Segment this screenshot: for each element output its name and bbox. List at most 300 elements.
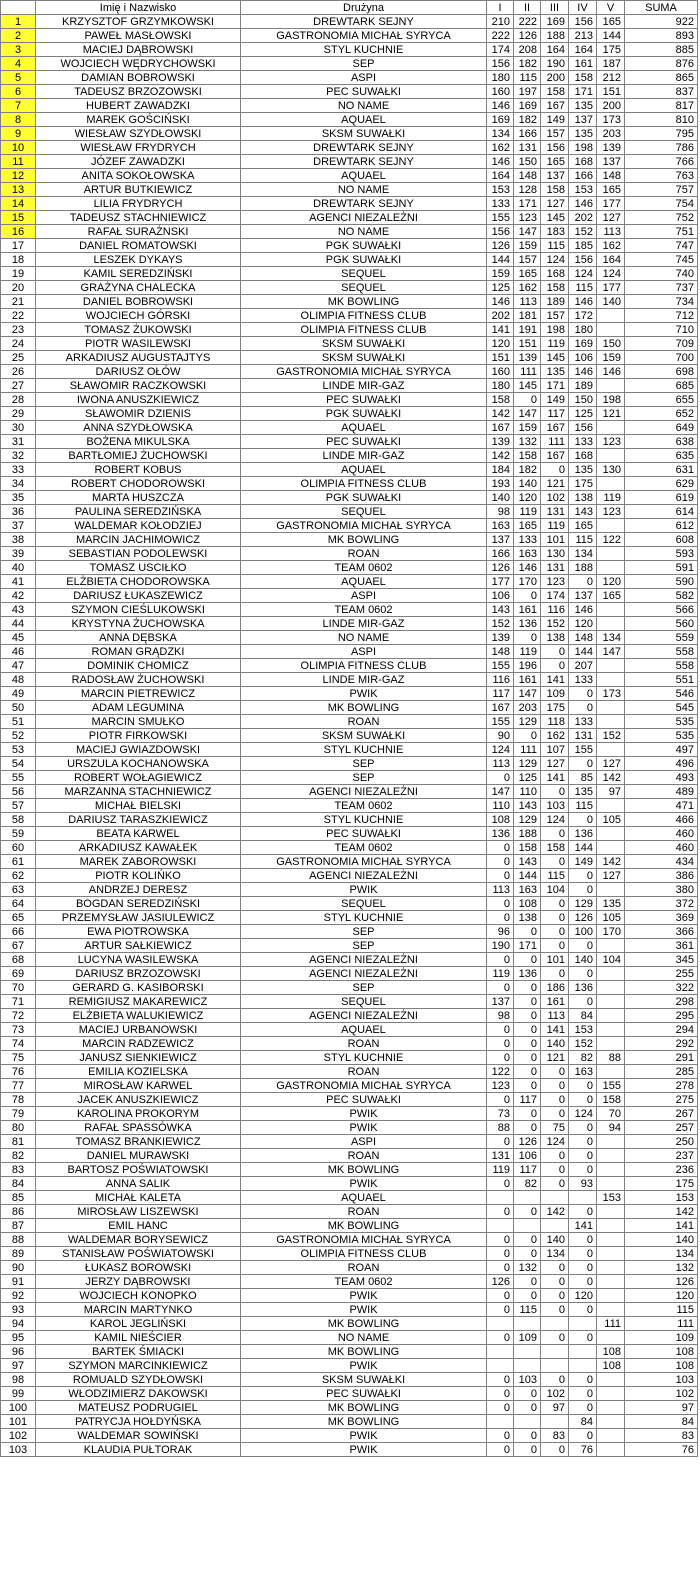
team-name-cell: TEAM 0602 xyxy=(241,561,487,575)
rank-cell: 13 xyxy=(1,183,36,197)
game-5-cell xyxy=(597,659,625,673)
sum-cell: 292 xyxy=(625,1037,698,1051)
player-name-cell: RAFAŁ SPASSÓWKA xyxy=(36,1121,241,1135)
game-5-cell: 108 xyxy=(597,1359,625,1373)
game-4-cell: 84 xyxy=(569,1009,597,1023)
player-name-cell: JÓZEF ZAWADZKI xyxy=(36,155,241,169)
table-row xyxy=(1,57,698,71)
rank-cell: 34 xyxy=(1,477,36,491)
game-1-cell: 0 xyxy=(487,1429,514,1443)
player-name-cell: PIOTR FIRKOWSKI xyxy=(36,729,241,743)
game-1-cell: 0 xyxy=(487,1051,514,1065)
table-row xyxy=(1,1037,698,1051)
player-name-cell: TADEUSZ BRZOZOWSKI xyxy=(36,85,241,99)
sum-cell: 111 xyxy=(625,1317,698,1331)
game-3-cell: 157 xyxy=(541,127,569,141)
team-name-cell: SEQUEL xyxy=(241,281,487,295)
team-name-cell: GASTRONOMIA MICHAŁ SYRYCA xyxy=(241,1079,487,1093)
player-name-cell: MIROSŁAW KARWEL xyxy=(36,1079,241,1093)
game-5-cell: 198 xyxy=(597,393,625,407)
team-name-cell: TEAM 0602 xyxy=(241,1275,487,1289)
game-1-cell: 0 xyxy=(487,771,514,785)
player-name-cell: MARZANNA STACHNIEWICZ xyxy=(36,785,241,799)
team-name-cell: MK BOWLING xyxy=(241,1415,487,1429)
game-5-cell xyxy=(597,421,625,435)
game-2-cell: 158 xyxy=(514,449,541,463)
game-5-cell: 139 xyxy=(597,141,625,155)
rank-cell: 41 xyxy=(1,575,36,589)
game-4-cell: 153 xyxy=(569,1023,597,1037)
player-name-cell: RAFAŁ SURAŻNSKI xyxy=(36,225,241,239)
rank-cell: 76 xyxy=(1,1065,36,1079)
game-3-cell: 158 xyxy=(541,85,569,99)
game-4-cell: 158 xyxy=(569,71,597,85)
sum-cell: 236 xyxy=(625,1163,698,1177)
table-row xyxy=(1,309,698,323)
game-4-cell: 0 xyxy=(569,1373,597,1387)
game-2-cell: 0 xyxy=(514,1401,541,1415)
game-5-cell xyxy=(597,1219,625,1233)
game-3-cell: 138 xyxy=(541,631,569,645)
game-1-cell: 0 xyxy=(487,897,514,911)
player-name-cell: ROMAN GRĄDZKI xyxy=(36,645,241,659)
team-name-cell: NO NAME xyxy=(241,183,487,197)
sum-cell: 175 xyxy=(625,1177,698,1191)
sum-cell: 132 xyxy=(625,1261,698,1275)
rank-cell: 92 xyxy=(1,1289,36,1303)
game-2-cell: 148 xyxy=(514,169,541,183)
sum-cell: 786 xyxy=(625,141,698,155)
table-row xyxy=(1,687,698,701)
sum-cell: 366 xyxy=(625,925,698,939)
game-1-cell: 144 xyxy=(487,253,514,267)
game-1-cell: 151 xyxy=(487,351,514,365)
game-2-cell: 110 xyxy=(514,785,541,799)
game-2-cell: 138 xyxy=(514,911,541,925)
team-name-cell: OLIMPIA FITNESS CLUB xyxy=(241,309,487,323)
sum-cell: 817 xyxy=(625,99,698,113)
game-2-cell: 139 xyxy=(514,351,541,365)
game-5-cell: 162 xyxy=(597,239,625,253)
game-1-cell: 96 xyxy=(487,925,514,939)
game-1-cell: 152 xyxy=(487,617,514,631)
game-2-cell: 0 xyxy=(514,953,541,967)
game-4-cell: 146 xyxy=(569,197,597,211)
game-2-cell: 109 xyxy=(514,1331,541,1345)
game-1-cell xyxy=(487,1191,514,1205)
player-name-cell: ROBERT CHODOROWSKI xyxy=(36,477,241,491)
game-5-cell xyxy=(597,1247,625,1261)
game-1-cell: 0 xyxy=(487,1387,514,1401)
rank-cell: 38 xyxy=(1,533,36,547)
sum-cell: 810 xyxy=(625,113,698,127)
rank-cell: 12 xyxy=(1,169,36,183)
game-3-cell: 183 xyxy=(541,225,569,239)
player-name-cell: MIROSŁAW LISZEWSKI xyxy=(36,1205,241,1219)
sum-cell: 885 xyxy=(625,43,698,57)
rank-cell: 96 xyxy=(1,1345,36,1359)
player-name-cell: DARIUSZ TARASZKIEWICZ xyxy=(36,813,241,827)
game-3-cell: 158 xyxy=(541,281,569,295)
player-name-cell: IWONA ANUSZKIEWICZ xyxy=(36,393,241,407)
team-name-cell: SEP xyxy=(241,925,487,939)
game-4-cell: 106 xyxy=(569,351,597,365)
game-4-cell: 140 xyxy=(569,953,597,967)
game-4-cell: 0 xyxy=(569,1163,597,1177)
game-3-cell xyxy=(541,1345,569,1359)
player-name-cell: SŁAWOMIR DZIENIS xyxy=(36,407,241,421)
game-3-cell xyxy=(541,1191,569,1205)
game-2-cell xyxy=(514,1415,541,1429)
game-4-cell: 0 xyxy=(569,869,597,883)
game-4-cell: 135 xyxy=(569,785,597,799)
team-name-cell: AGENCI NIEZALEŻNI xyxy=(241,953,487,967)
sum-cell: 295 xyxy=(625,1009,698,1023)
table-row xyxy=(1,519,698,533)
team-name-cell: LINDE MIR-GAZ xyxy=(241,379,487,393)
game-4-cell: 141 xyxy=(569,1219,597,1233)
game-1-cell: 155 xyxy=(487,211,514,225)
game-4-cell: 144 xyxy=(569,841,597,855)
game-3-cell xyxy=(541,1415,569,1429)
game-5-cell xyxy=(597,1415,625,1429)
player-name-cell: ROMUALD SZYDŁOWSKI xyxy=(36,1373,241,1387)
game-5-cell: 137 xyxy=(597,155,625,169)
player-name-cell: KRZYSZTOF GRZYMKOWSKI xyxy=(36,15,241,29)
rank-cell: 82 xyxy=(1,1149,36,1163)
team-name-cell: GASTRONOMIA MICHAŁ SYRYCA xyxy=(241,519,487,533)
team-name-cell: SEP xyxy=(241,757,487,771)
rank-cell: 47 xyxy=(1,659,36,673)
game-4-cell: 133 xyxy=(569,673,597,687)
game-5-cell xyxy=(597,799,625,813)
player-name-cell: HUBERT ZAWADZKI xyxy=(36,99,241,113)
game-3-cell: 0 xyxy=(541,1149,569,1163)
player-name-cell: EWA PIOTROWSKA xyxy=(36,925,241,939)
rank-cell: 65 xyxy=(1,911,36,925)
rank-cell: 98 xyxy=(1,1373,36,1387)
game-5-cell: 158 xyxy=(597,1093,625,1107)
team-name-cell: SKSM SUWAŁKI xyxy=(241,127,487,141)
game-2-cell: 136 xyxy=(514,967,541,981)
game-4-cell: 133 xyxy=(569,435,597,449)
game-4-cell: 156 xyxy=(569,421,597,435)
sum-cell: 649 xyxy=(625,421,698,435)
game-1-cell: 0 xyxy=(487,869,514,883)
team-name-cell: NO NAME xyxy=(241,225,487,239)
game-5-cell xyxy=(597,561,625,575)
game-1-cell: 136 xyxy=(487,827,514,841)
game-2-cell: 0 xyxy=(514,1065,541,1079)
game-4-cell: 185 xyxy=(569,239,597,253)
game-2-cell xyxy=(514,1345,541,1359)
game-1-cell: 0 xyxy=(487,855,514,869)
sum-cell: 115 xyxy=(625,1303,698,1317)
table-row xyxy=(1,295,698,309)
table-row xyxy=(1,1331,698,1345)
table-row xyxy=(1,869,698,883)
sum-cell: 466 xyxy=(625,813,698,827)
player-name-cell: WOJCIECH KONOPKO xyxy=(36,1289,241,1303)
player-name-cell: JERZY DĄBROWSKI xyxy=(36,1275,241,1289)
game-5-cell: 142 xyxy=(597,771,625,785)
sum-cell: 386 xyxy=(625,869,698,883)
rank-cell: 3 xyxy=(1,43,36,57)
game-2-cell: 0 xyxy=(514,393,541,407)
sum-cell: 740 xyxy=(625,267,698,281)
game-4-cell: 133 xyxy=(569,715,597,729)
game-1-cell: 169 xyxy=(487,113,514,127)
table-row xyxy=(1,897,698,911)
sum-cell: 298 xyxy=(625,995,698,1009)
game-2-cell: 163 xyxy=(514,883,541,897)
player-name-cell: ANNA SALIK xyxy=(36,1177,241,1191)
player-name-cell: MARTA HUSZCZA xyxy=(36,491,241,505)
table-row xyxy=(1,393,698,407)
sum-cell: 250 xyxy=(625,1135,698,1149)
game-3-cell: 175 xyxy=(541,701,569,715)
player-name-cell: PIOTR WASILEWSKI xyxy=(36,337,241,351)
player-name-cell: BARTŁOMIEJ ŻUCHOWSKI xyxy=(36,449,241,463)
game-4-cell: 137 xyxy=(569,589,597,603)
game-3-cell: 121 xyxy=(541,477,569,491)
team-name-cell: SEP xyxy=(241,939,487,953)
game-3-cell: 130 xyxy=(541,547,569,561)
game-4-cell: 155 xyxy=(569,743,597,757)
game-3-cell: 156 xyxy=(541,141,569,155)
team-name-cell: SEQUEL xyxy=(241,995,487,1009)
game-2-cell: 166 xyxy=(514,127,541,141)
player-name-cell: ARTUR SAŁKIEWICZ xyxy=(36,939,241,953)
team-name-cell: ROAN xyxy=(241,1037,487,1051)
player-name-cell: KAROLINA PROKORYM xyxy=(36,1107,241,1121)
game-2-cell xyxy=(514,1359,541,1373)
game-1-cell: 126 xyxy=(487,1275,514,1289)
game-1-cell: 158 xyxy=(487,393,514,407)
game-3-cell: 0 xyxy=(541,1275,569,1289)
game-4-cell: 134 xyxy=(569,547,597,561)
table-row xyxy=(1,43,698,57)
player-name-cell: ROBERT KOBUS xyxy=(36,463,241,477)
player-name-cell: LUCYNA WASILEWSKA xyxy=(36,953,241,967)
team-name-cell: AGENCI NIEZALEŻNI xyxy=(241,785,487,799)
sum-cell: 103 xyxy=(625,1373,698,1387)
game-3-cell: 167 xyxy=(541,99,569,113)
game-5-cell xyxy=(597,967,625,981)
game-3-cell: 0 xyxy=(541,939,569,953)
team-name-cell: MK BOWLING xyxy=(241,1401,487,1415)
game-4-cell: 0 xyxy=(569,1401,597,1415)
game-4-cell: 0 xyxy=(569,1121,597,1135)
game-2-cell xyxy=(514,1219,541,1233)
table-row xyxy=(1,631,698,645)
game-5-cell xyxy=(597,743,625,757)
rank-cell: 67 xyxy=(1,939,36,953)
game-3-cell: 109 xyxy=(541,687,569,701)
rank-cell: 66 xyxy=(1,925,36,939)
table-row xyxy=(1,953,698,967)
game-5-cell xyxy=(597,1331,625,1345)
game-4-cell: 100 xyxy=(569,925,597,939)
game-2-cell: 117 xyxy=(514,1093,541,1107)
team-name-cell: TEAM 0602 xyxy=(241,841,487,855)
table-row xyxy=(1,477,698,491)
rank-cell: 93 xyxy=(1,1303,36,1317)
game-1-cell: 124 xyxy=(487,743,514,757)
team-name-cell: ASPI xyxy=(241,1135,487,1149)
game-2-cell: 0 xyxy=(514,1107,541,1121)
table-row xyxy=(1,1289,698,1303)
team-name-cell: ASPI xyxy=(241,71,487,85)
table-row xyxy=(1,379,698,393)
player-name-cell: EMILIA KOZIELSKA xyxy=(36,1065,241,1079)
game-4-cell: 0 xyxy=(569,1135,597,1149)
rank-cell: 83 xyxy=(1,1163,36,1177)
rank-cell: 40 xyxy=(1,561,36,575)
game-4-cell: 146 xyxy=(569,365,597,379)
game-4-cell: 150 xyxy=(569,393,597,407)
game-5-cell: 122 xyxy=(597,533,625,547)
game-5-cell: 94 xyxy=(597,1121,625,1135)
game-1-cell: 106 xyxy=(487,589,514,603)
sum-cell: 141 xyxy=(625,1219,698,1233)
sum-cell: 635 xyxy=(625,449,698,463)
rank-cell: 86 xyxy=(1,1205,36,1219)
game-5-cell xyxy=(597,519,625,533)
game-3-cell: 142 xyxy=(541,1205,569,1219)
game-1-cell: 0 xyxy=(487,1303,514,1317)
sum-cell: 153 xyxy=(625,1191,698,1205)
player-name-cell: MICHAŁ BIELSKI xyxy=(36,799,241,813)
game-4-cell: 163 xyxy=(569,1065,597,1079)
player-name-cell: PATRYCJA HOŁDYŃSKA xyxy=(36,1415,241,1429)
table-row xyxy=(1,1401,698,1415)
player-name-cell: TOMASZ USCIŁKO xyxy=(36,561,241,575)
game-2-cell: 0 xyxy=(514,729,541,743)
game-3-cell: 186 xyxy=(541,981,569,995)
game-4-cell: 0 xyxy=(569,1079,597,1093)
header-game-5: V xyxy=(597,1,625,15)
sum-cell: 922 xyxy=(625,15,698,29)
game-2-cell: 182 xyxy=(514,113,541,127)
player-name-cell: ELŻBIETA CHODOROWSKA xyxy=(36,575,241,589)
game-5-cell xyxy=(597,1037,625,1051)
table-row xyxy=(1,197,698,211)
game-4-cell: 0 xyxy=(569,1093,597,1107)
team-name-cell: ROAN xyxy=(241,1261,487,1275)
game-3-cell: 117 xyxy=(541,407,569,421)
rank-cell: 72 xyxy=(1,1009,36,1023)
game-2-cell: 129 xyxy=(514,757,541,771)
team-name-cell: ROAN xyxy=(241,1205,487,1219)
table-row xyxy=(1,463,698,477)
rank-cell: 23 xyxy=(1,323,36,337)
rank-cell: 21 xyxy=(1,295,36,309)
player-name-cell: PIOTR KOLIŃKO xyxy=(36,869,241,883)
game-4-cell: 0 xyxy=(569,1233,597,1247)
team-name-cell: PGK SUWAŁKI xyxy=(241,407,487,421)
table-row xyxy=(1,757,698,771)
game-1-cell: 113 xyxy=(487,883,514,897)
game-2-cell: 147 xyxy=(514,687,541,701)
game-3-cell: 0 xyxy=(541,925,569,939)
game-1-cell: 0 xyxy=(487,911,514,925)
game-2-cell: 128 xyxy=(514,183,541,197)
rank-cell: 6 xyxy=(1,85,36,99)
game-1-cell: 142 xyxy=(487,449,514,463)
table-row xyxy=(1,1163,698,1177)
table-row xyxy=(1,1373,698,1387)
header-game-2: II xyxy=(514,1,541,15)
player-name-cell: ROBERT WOŁAGIEWICZ xyxy=(36,771,241,785)
table-row xyxy=(1,1191,698,1205)
rank-cell: 91 xyxy=(1,1275,36,1289)
rank-cell: 103 xyxy=(1,1443,36,1457)
table-row xyxy=(1,267,698,281)
player-name-cell: ARKADIUSZ AUGUSTAJTYS xyxy=(36,351,241,365)
game-4-cell: 126 xyxy=(569,911,597,925)
table-row xyxy=(1,1009,698,1023)
game-3-cell: 0 xyxy=(541,1331,569,1345)
game-1-cell: 0 xyxy=(487,1037,514,1051)
game-4-cell: 148 xyxy=(569,631,597,645)
rank-cell: 63 xyxy=(1,883,36,897)
team-name-cell: MK BOWLING xyxy=(241,295,487,309)
game-2-cell: 181 xyxy=(514,309,541,323)
table-row xyxy=(1,127,698,141)
sum-cell: 619 xyxy=(625,491,698,505)
game-3-cell: 101 xyxy=(541,533,569,547)
game-2-cell: 113 xyxy=(514,295,541,309)
game-2-cell: 158 xyxy=(514,841,541,855)
rank-cell: 74 xyxy=(1,1037,36,1051)
rank-cell: 68 xyxy=(1,953,36,967)
game-1-cell: 147 xyxy=(487,785,514,799)
game-3-cell: 113 xyxy=(541,1009,569,1023)
sum-cell: 766 xyxy=(625,155,698,169)
game-1-cell: 180 xyxy=(487,379,514,393)
rank-cell: 73 xyxy=(1,1023,36,1037)
table-row xyxy=(1,29,698,43)
game-4-cell: 125 xyxy=(569,407,597,421)
team-name-cell: TEAM 0602 xyxy=(241,799,487,813)
rank-cell: 5 xyxy=(1,71,36,85)
game-3-cell: 0 xyxy=(541,1065,569,1079)
game-3-cell: 188 xyxy=(541,29,569,43)
game-1-cell: 155 xyxy=(487,715,514,729)
sum-cell: 734 xyxy=(625,295,698,309)
table-row xyxy=(1,533,698,547)
game-1-cell: 0 xyxy=(487,1233,514,1247)
team-name-cell: OLIMPIA FITNESS CLUB xyxy=(241,659,487,673)
rank-cell: 29 xyxy=(1,407,36,421)
team-name-cell: GASTRONOMIA MICHAŁ SYRYCA xyxy=(241,29,487,43)
team-name-cell: PWIK xyxy=(241,1177,487,1191)
game-1-cell: 146 xyxy=(487,295,514,309)
rank-cell: 78 xyxy=(1,1093,36,1107)
sum-cell: 582 xyxy=(625,589,698,603)
table-row xyxy=(1,407,698,421)
game-2-cell: 0 xyxy=(514,631,541,645)
table-row xyxy=(1,113,698,127)
game-1-cell: 98 xyxy=(487,505,514,519)
sum-cell: 496 xyxy=(625,757,698,771)
game-2-cell: 208 xyxy=(514,43,541,57)
rank-cell: 11 xyxy=(1,155,36,169)
game-2-cell: 163 xyxy=(514,547,541,561)
table-row xyxy=(1,1387,698,1401)
game-3-cell: 0 xyxy=(541,463,569,477)
